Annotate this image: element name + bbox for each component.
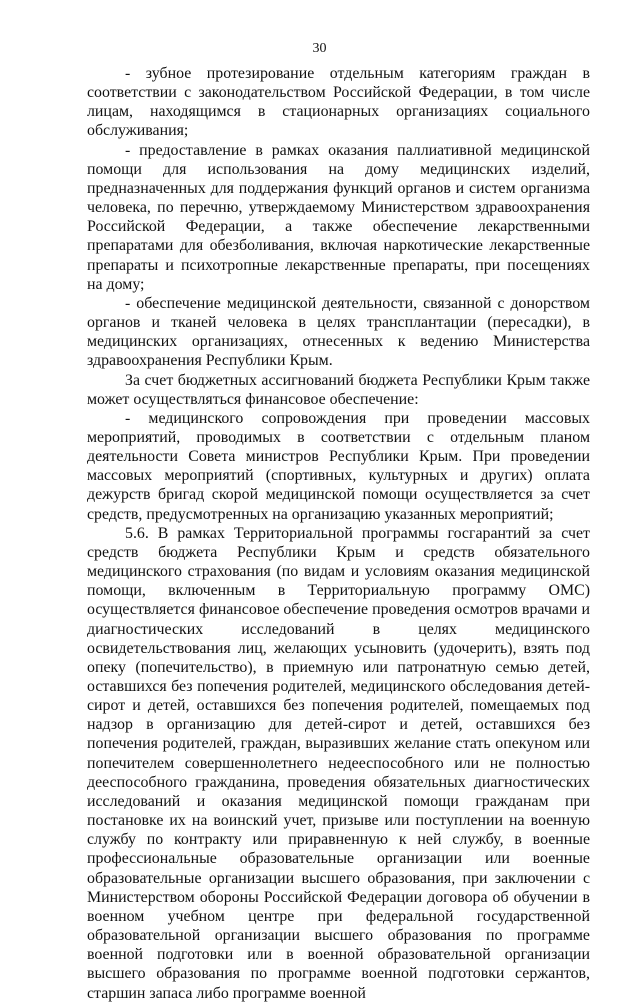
paragraph-palliative-care: - предоставление в рамках оказания паллиативной медицинской помощи для использования на дому медицинских изделий, предназначенных для поддержания функций органов и систем организма человека, по перечню, утверждаемому Министерством здравоохранения Российской Федерации, а также обеспечение лекарственными препаратами для обезболивания, включая наркотические лекарственные препараты и психотропные лекарственные препараты, при посещениях на дому; (87, 141, 590, 293)
document-body (87, 64, 590, 1003)
paragraph-dental-prosthetics: - зубное протезирование отдельным категориям граждан в соответствии с законодательством Российской Федерации, в том числе лицам, находящимся в стационарных организациях социального обслуживания; (87, 65, 590, 140)
paragraph-mass-events: - медицинского сопровождения при проведении массовых мероприятий, проводимых в соответствии с отдельным планом деятельности Совета министров Республики Крым. При проведении массовых мероприятий (спортивных, культурных и других) оплата дежурств бригад скорой медицинской помощи осуществляется за счет средств, предусмотренных на организацию указанных мероприятий; (87, 409, 590, 523)
page-number: 30 (312, 41, 327, 56)
paragraph-organ-donation: - обеспечение медицинской деятельности, связанной с донорством органов и тканей человека в целях трансплантации (пересадки), в медицинских организациях, отнесенных к ведению Министерства здравоохранения Республики Крым. (87, 294, 590, 370)
paragraph-section-5-6: 5.6. В рамках Территориальной программы госгарантий за счет средств бюджета Республики Крым и средств обязательного медицинского страхования (по видам и условиям оказания медицинской помощи, включенным в Территориальную программу ОМС) осуществляется финансовое обеспечение проведения осмотров врачами и диагностических исследований в целях медицинского освидетельствования лиц, желающих усыновить (удочерить), взять под опеку (попечительство), в приемную или патронатную семью детей, оставшихся без попечения родителей, медицинского обследования детей-сирот и детей, оставшихся без попечения родителей, помещаемых под надзор в организацию для детей-сирот и детей, оставшихся без попечения родителей, граждан, выразивших желание стать опекуном или попечителем совершеннолетнего недееспособного или не полностью дееспособного гражданина, проведения обязательных диагностических исследований и оказания медицинской помощи гражданам при постановке их на воинский учет, призыве или поступлении на военную службу по контракту или приравненную к ней службу, в военные профессиональные образовательные организации или военные образовательные организации высшего образования, при заключении с Министерством обороны Российской Федерации договора об обучении в военном учебном центре при федеральной государственной образовательной организации высшего образования по программе военной подготовки или в военной образовательной организации высшего образования по программе военной подготовки сержантов, старшин запаса либо программе военной (87, 524, 590, 1002)
paragraph-budget-financing: За счет бюджетных ассигнований бюджета Республики Крым также может осуществляться финансовое обеспечение: (87, 371, 590, 408)
